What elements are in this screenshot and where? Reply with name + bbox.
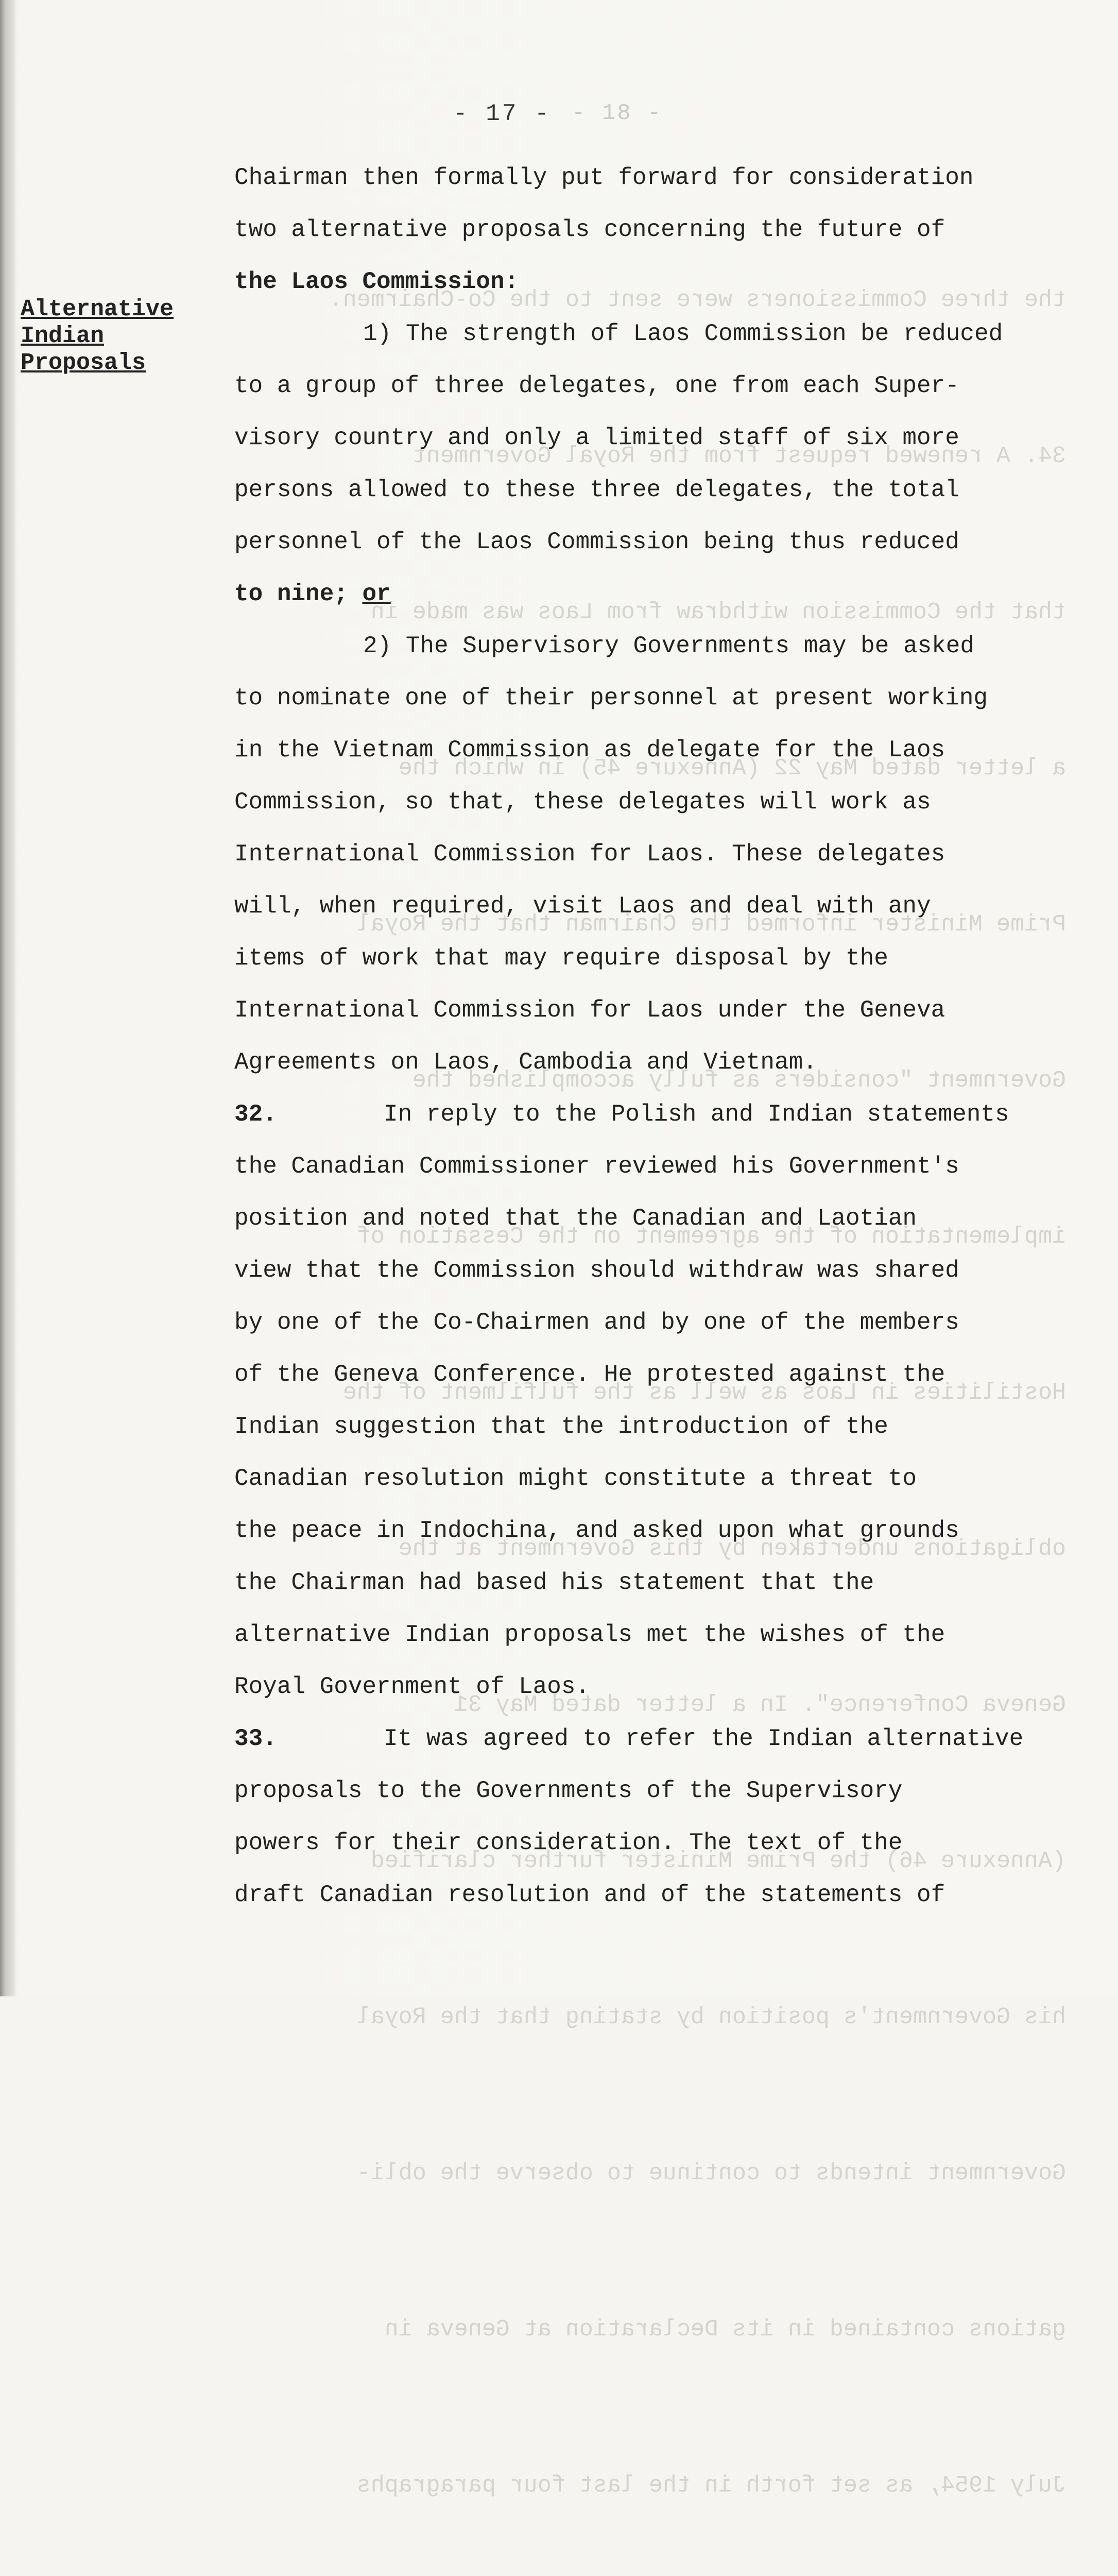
text-line: in the Vietnam Commission as delegate for the Laos bbox=[234, 737, 945, 764]
bleed-line: that the Commission withdraw from Laos was made in bbox=[370, 599, 1066, 625]
bleed-line: gations contained in its Declaration at Geneva in bbox=[384, 2316, 1066, 2343]
text-line: the Laos Commission: bbox=[234, 268, 519, 295]
paragraph-number: 32. bbox=[234, 1101, 277, 1128]
margin-note bbox=[21, 296, 174, 377]
text-line: proposals to the Governments of the Supervisory bbox=[234, 1777, 903, 1804]
margin-note-line: Indian bbox=[21, 323, 105, 349]
text-line: Chairman then formally put forward for consideration bbox=[234, 164, 974, 191]
text-fragment: In reply to the Polish and Indian statements bbox=[384, 1101, 1009, 1128]
bleed-line: Hostilities in Laos as well as the fulfilment of the bbox=[342, 1380, 1066, 1406]
text-line: will, when required, visit Laos and deal with any bbox=[234, 893, 931, 920]
text-line: visory country and only a limited staff of six more bbox=[234, 425, 959, 451]
bleed-line: obligations undertaken by this Government at the bbox=[398, 1536, 1066, 1562]
text-line: draft Canadian resolution and of the statements of bbox=[234, 1882, 945, 1908]
text-line bbox=[234, 568, 1084, 620]
bleed-line: a letter dated May 22 (Annexure 45) in which the bbox=[398, 755, 1066, 782]
body-text bbox=[234, 152, 1084, 1921]
text-line: the Chairman had based his statement that the bbox=[234, 1569, 874, 1596]
bleed-line: the three Commissioners were sent to the Co-Chairmen. bbox=[329, 287, 1066, 313]
margin-note-line: Proposals bbox=[21, 350, 146, 376]
text-fragment: It was agreed to refer the Indian alternative bbox=[384, 1725, 1024, 1752]
paragraph-33-first-line bbox=[234, 1713, 1084, 1765]
text-line: to nominate one of their personnel at present working bbox=[234, 685, 988, 711]
text-line: Agreements on Laos, Cambodia and Vietnam. bbox=[234, 1049, 817, 1076]
text-line: to a group of three delegates, one from each Super- bbox=[234, 372, 959, 399]
paragraph-number: 33. bbox=[234, 1725, 277, 1752]
proposal-2-line: 2) The Supervisory Governments may be asked bbox=[363, 633, 974, 659]
bleed-line: his Government's position by stating that the Royal bbox=[356, 2004, 1066, 2030]
bleed-line: Geneva Conference". In a letter dated May 31 bbox=[454, 1692, 1066, 1718]
text-line: of the Geneva Conference. He protested against the bbox=[234, 1361, 945, 1388]
text-line: Indian suggestion that the introduction of the bbox=[234, 1413, 888, 1440]
text-line: personnel of the Laos Commission being thus reduced bbox=[234, 529, 959, 555]
text-line: International Commission for Laos under the Geneva bbox=[234, 997, 945, 1024]
text-line: International Commission for Laos. These delegates bbox=[234, 841, 945, 868]
bleed-line: 34. A renewed request from the Royal Government bbox=[412, 443, 1066, 469]
page-number: - 17 - bbox=[453, 100, 551, 127]
text-line: Canadian resolution might constitute a threat to bbox=[234, 1465, 917, 1492]
bleed-line: Government "considers as fully accomplished the bbox=[412, 1067, 1066, 1094]
text-line: view that the Commission should withdraw was shared bbox=[234, 1257, 959, 1284]
bleed-line: implementation of the agreement on the Cessation of bbox=[356, 1224, 1066, 1250]
proposal-1-line: 1) The strength of Laos Commission be reduced bbox=[363, 320, 1003, 347]
binding-edge bbox=[0, 0, 15, 1996]
bleed-line: Government intends to continue to observe the obli- bbox=[356, 2160, 1066, 2187]
text-line: persons allowed to these three delegates, the total bbox=[234, 477, 959, 503]
text-line: alternative Indian proposals met the wishes of the bbox=[234, 1621, 945, 1648]
bleed-line: July 1954, as set forth in the last four paragraphs bbox=[356, 2472, 1066, 2499]
text-line: Royal Government of Laos. bbox=[234, 1673, 590, 1700]
text-line: two alternative proposals concerning the future of bbox=[234, 216, 945, 243]
or-word: or bbox=[362, 581, 391, 607]
text-line: Commission, so that, these delegates will work as bbox=[234, 789, 931, 816]
text-line: the peace in Indochina, and asked upon what grounds bbox=[234, 1517, 959, 1544]
bleed-line: Prime Minister informed the Chairman that the Royal bbox=[356, 911, 1066, 938]
bleed-page-number: - 18 - bbox=[572, 100, 663, 126]
text-line: the Canadian Commissioner reviewed his Government's bbox=[234, 1153, 959, 1180]
text-line: position and noted that the Canadian and Laotian bbox=[234, 1205, 917, 1232]
text-line: items of work that may require disposal by the bbox=[234, 945, 888, 972]
text-line: by one of the Co-Chairmen and by one of the members bbox=[234, 1309, 959, 1336]
text-line: powers for their consideration. The text of the bbox=[234, 1829, 903, 1856]
text-fragment: to nine; bbox=[234, 581, 348, 607]
margin-note-line: Alternative bbox=[21, 296, 174, 323]
bleed-line: (Annexure 46) the Prime Minister further clarified bbox=[370, 1848, 1066, 1874]
paragraph-32-first-line bbox=[234, 1089, 1084, 1141]
